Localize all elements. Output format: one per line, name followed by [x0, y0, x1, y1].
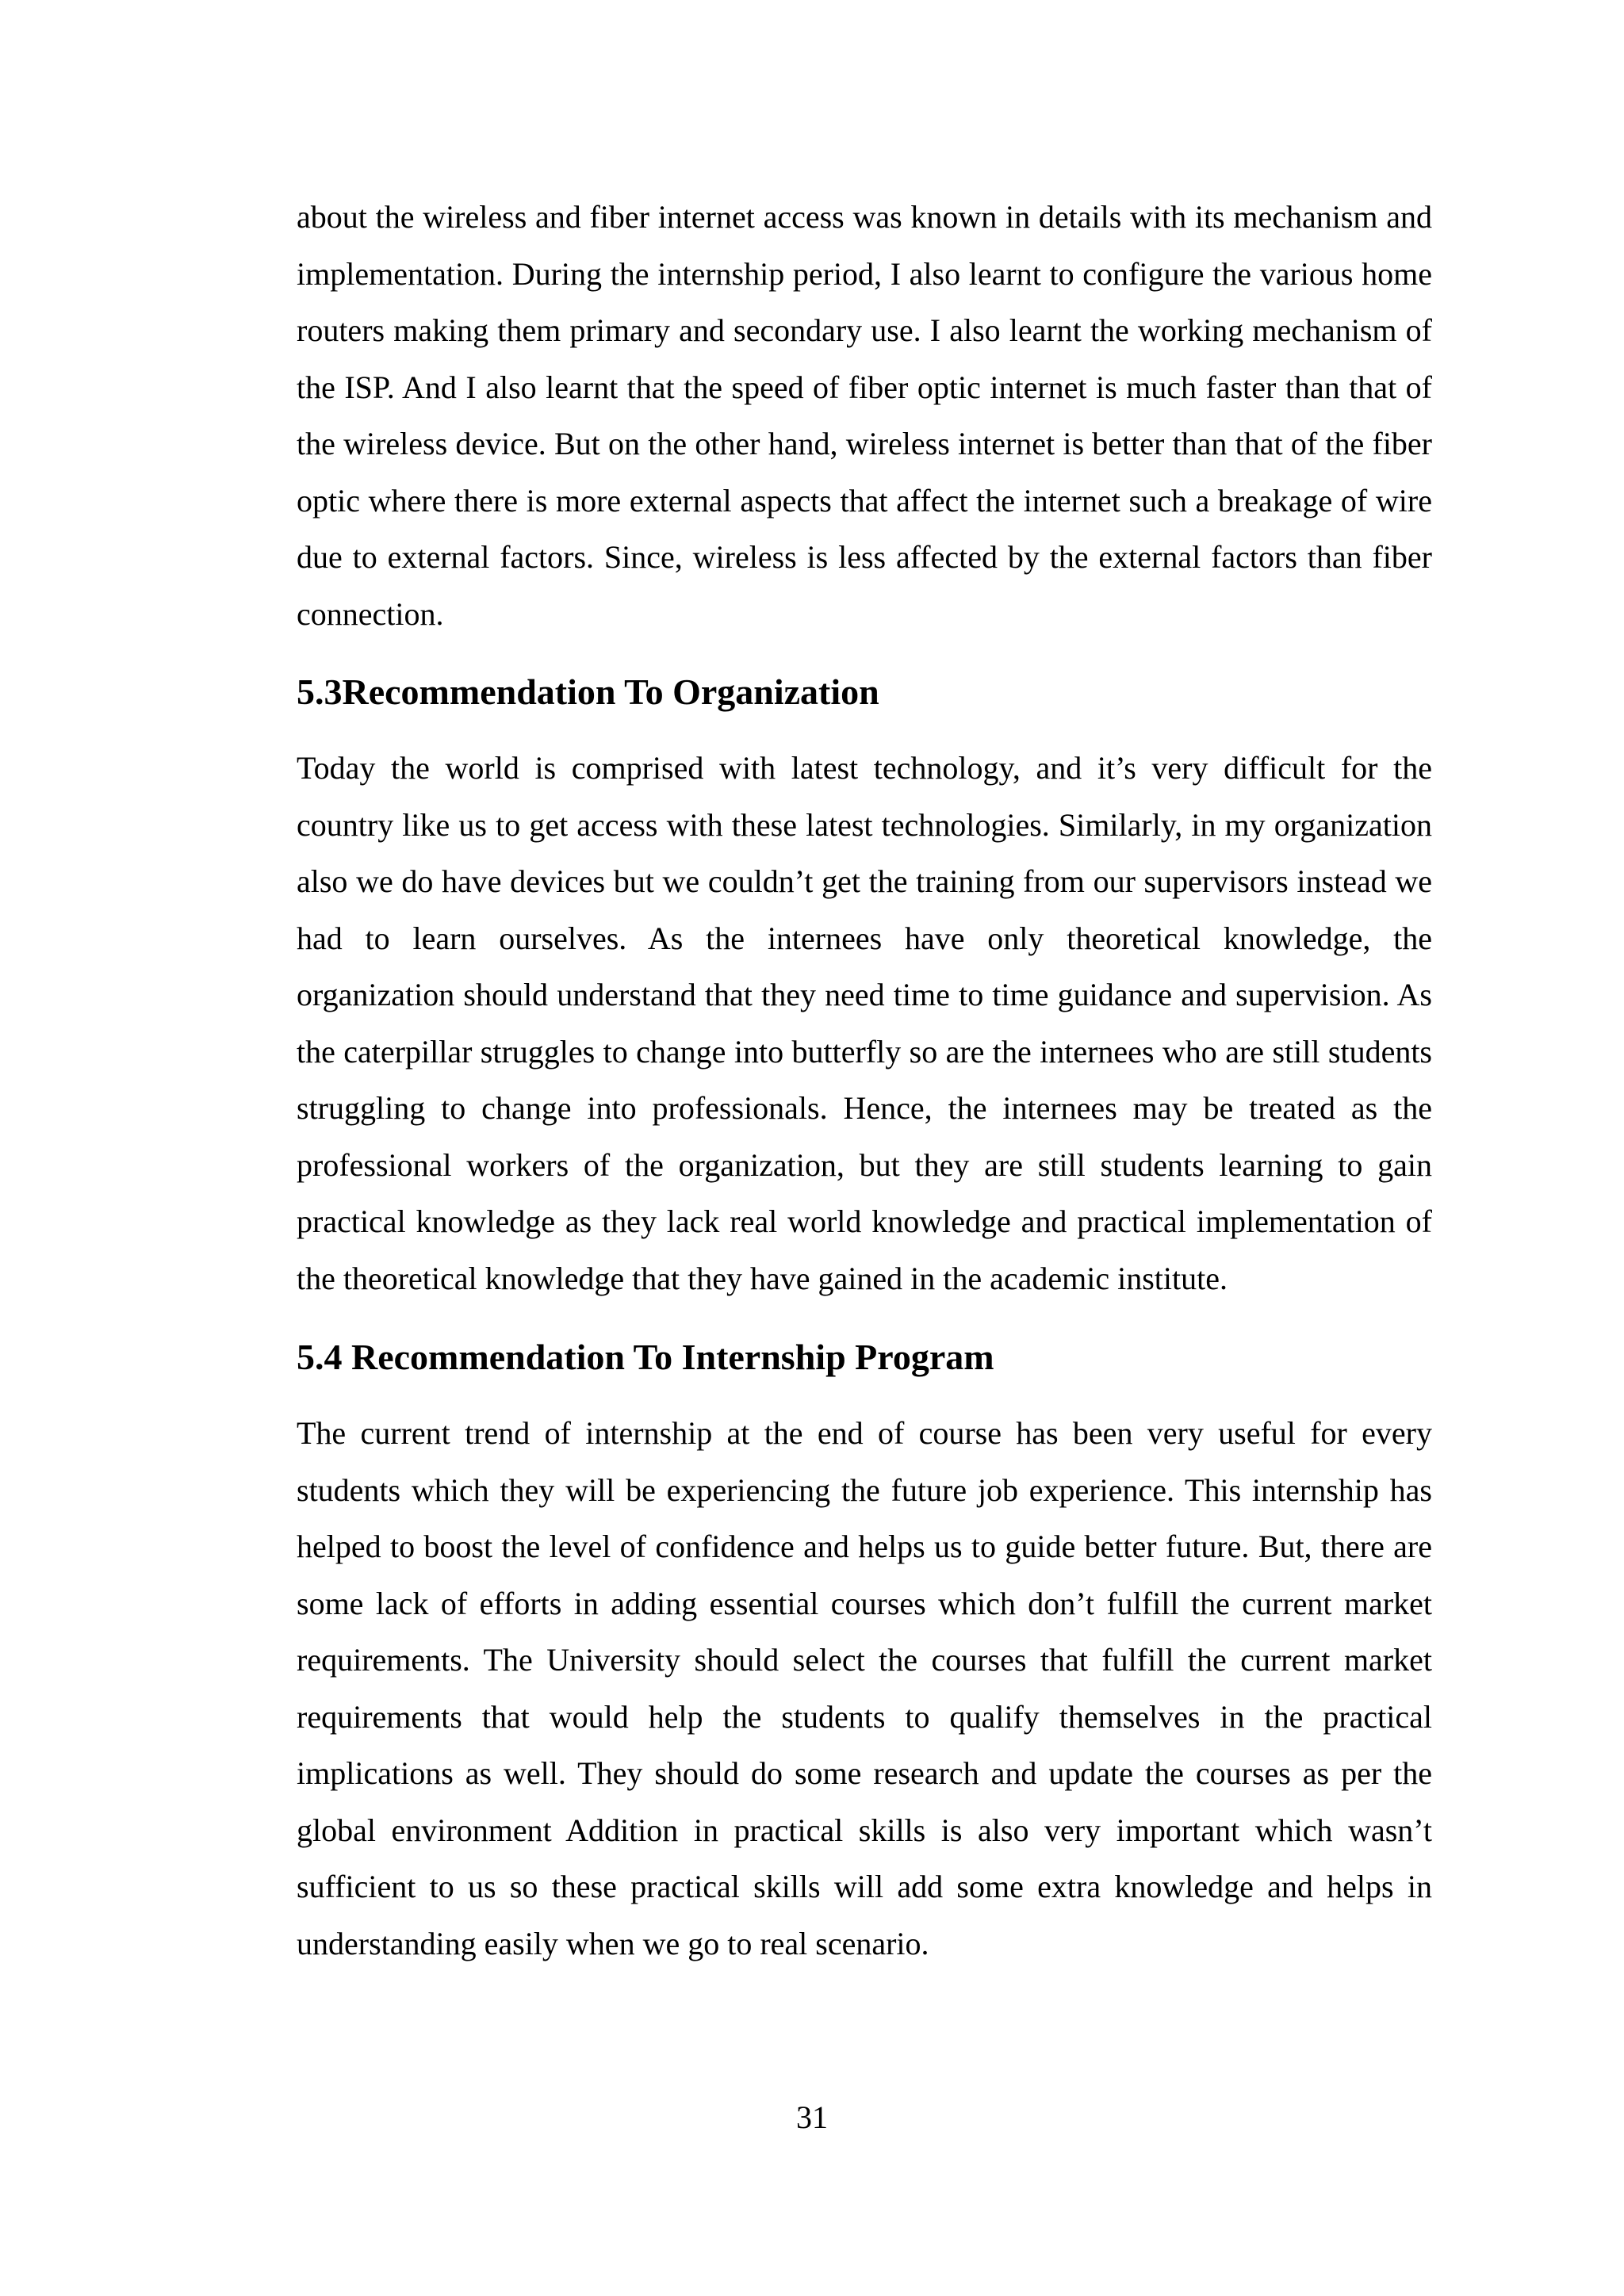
page-number: 31 [796, 2099, 828, 2135]
page-content [297, 189, 1432, 1972]
paragraph-recommendation-organization: Today the world is comprised with latest technology, and it’s very difficult for the country like us to get access with these latest technologies. Similarly, in my organization also we do have devices but we couldn’t get the training from our supervisors instead we had to learn ourselves. As the internees have only theoretical knowledge, the organization should understand that they need time to time guidance and supervision. As the caterpillar struggles to change into butterfly so are the internees who are still students struggling to change into professionals. Hence, the internees may be treated as the professional workers of the organization, but they are still students learning to gain practical knowledge as they lack real world knowledge and practical implementation of the theoretical knowledge that they have gained in the academic institute. [297, 750, 1432, 1296]
section-heading-5-4: 5.4 Recommendation To Internship Program [297, 1337, 994, 1377]
paragraph-internship-learning: about the wireless and fiber internet access was known in details with its mechanism and implementation. During the internship period, I also learnt to configure the various home routers making them primary and secondary use. I also learnt the working mechanism of the ISP. And I also learnt that the speed of fiber optic internet is much faster than that of the wireless device. But on the other hand, wireless internet is better than that of the fiber optic where there is more external aspects that affect the internet such a breakage of wire due to external factors. Since, wireless is less affected by the external factors than fiber connection. [297, 199, 1432, 632]
paragraph-recommendation-program: The current trend of internship at the end of course has been very useful for every students which they will be experiencing the future job experience. This internship has helped to boost the level of confidence and helps us to guide better future. But, there are some lack of efforts in adding essential courses which don’t fulfill the current market requirements. The University should select the courses that fulfill the current market requirements that would help the students to qualify themselves in the practical implications as well. They should do some research and update the courses as per the global environment Addition in practical skills is also very important which wasn’t sufficient to us so these practical skills will add some extra knowledge and helps in understanding easily when we go to real scenario. [297, 1415, 1432, 1961]
section-heading-5-3: 5.3Recommendation To Organization [297, 672, 879, 712]
